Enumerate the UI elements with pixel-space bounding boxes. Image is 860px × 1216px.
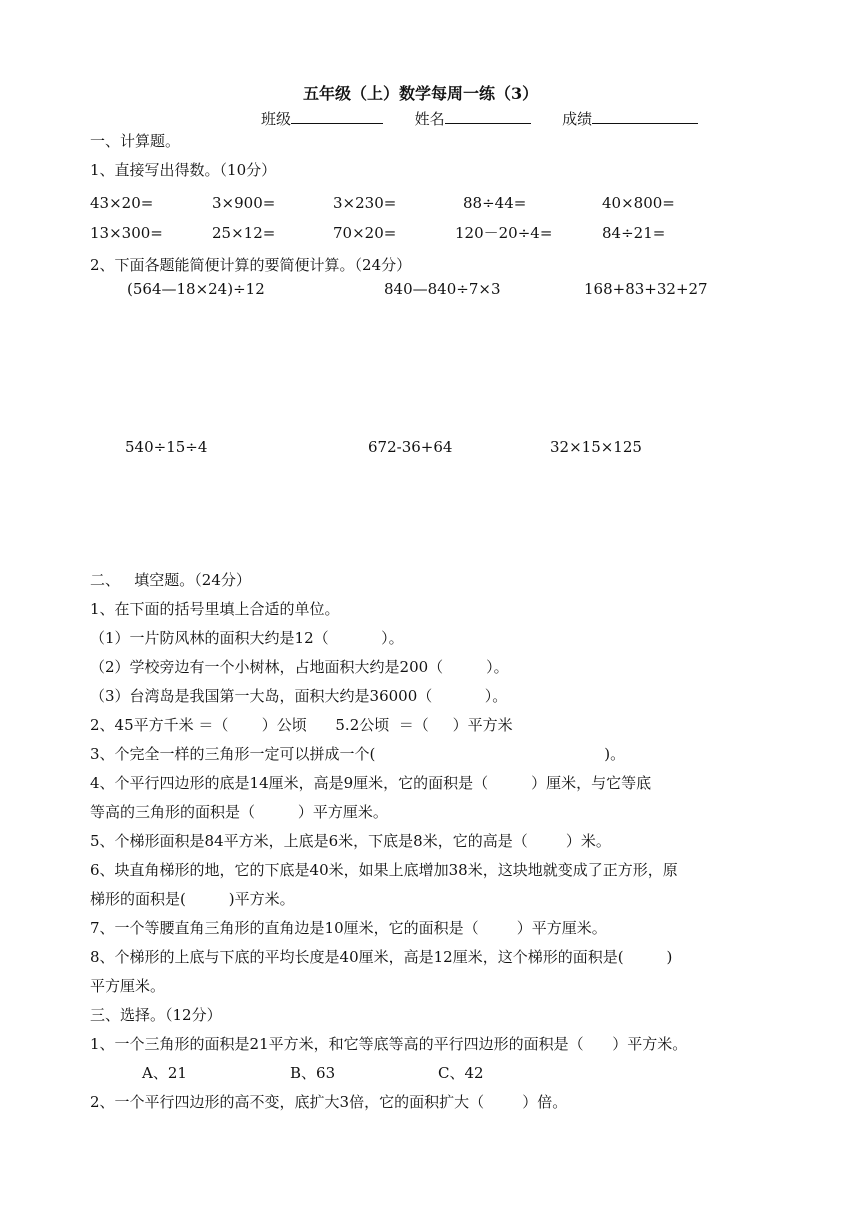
s2-q6-line2: 梯形的面积是( )平方米。 <box>90 890 295 908</box>
calc-item: 3×230= <box>333 194 397 212</box>
calc-item: 43×20= <box>90 194 154 212</box>
calc-item: 88÷44= <box>463 194 527 212</box>
s1-q1-title: 1、直接写出得数。（10分） <box>90 161 277 179</box>
calc-item: 84÷21= <box>602 224 666 242</box>
s3-q1: 1、一个三角形的面积是21平方米，和它等底等高的平行四边形的面积是（ ）平方米。 <box>90 1035 688 1053</box>
s2-q4-line1: 4、个平行四边形的底是14厘米，高是9厘米，它的面积是（ ）厘米，与它等底 <box>90 774 652 792</box>
choice-option-a[interactable]: A、21 <box>142 1064 187 1082</box>
s2-q3: 3、个完全一样的三角形一定可以拼成一个( )。 <box>90 745 626 763</box>
s3-q2: 2、一个平行四边形的高不变，底扩大3倍，它的面积扩大（ ）倍。 <box>90 1093 568 1111</box>
choice-option-b[interactable]: B、63 <box>290 1064 336 1082</box>
class-label: 班级 <box>261 110 292 128</box>
calc-item: 3×900= <box>212 194 276 212</box>
name-blank[interactable] <box>445 107 531 124</box>
choice-option-c[interactable]: C、42 <box>438 1064 484 1082</box>
s2-q6-line1: 6、块直角梯形的地，它的下底是40米，如果上底增加38米，这块地就变成了正方形，原 <box>90 861 678 879</box>
simplify-item: 840—840÷7×3 <box>384 280 501 298</box>
simplify-item: 540÷15÷4 <box>125 438 208 456</box>
s2-q1: 1、在下面的括号里填上合适的单位。 <box>90 600 340 618</box>
score-label: 成绩 <box>562 110 593 128</box>
section3-heading: 三、选择。（12分） <box>90 1006 222 1024</box>
simplify-item: 168+83+32+27 <box>584 280 708 298</box>
simplify-item: 32×15×125 <box>550 438 642 456</box>
calc-item: 25×12= <box>212 224 276 242</box>
simplify-item: (564—18×24)÷12 <box>127 280 265 298</box>
s2-q7: 7、一个等腰直角三角形的直角边是10厘米，它的面积是（ ）平方厘米。 <box>90 919 607 937</box>
s2-q8-line2: 平方厘米。 <box>90 977 166 995</box>
s2-q2: 2、45平方千米 ＝（ ）公顷 5.2公顷 ＝（ ）平方米 <box>90 716 513 734</box>
s2-q4-line2: 等高的三角形的面积是（ ）平方厘米。 <box>90 803 388 821</box>
s2-q5: 5、个梯形面积是84平方米，上底是6米，下底是8米，它的高是（ ）米。 <box>90 832 611 850</box>
s2-q1-item: （3）台湾岛是我国第一大岛，面积大约是36000（ ）。 <box>90 687 508 705</box>
s2-q1-item: （1）一片防风林的面积大约是12（ ）。 <box>90 629 404 647</box>
calc-item: 13×300= <box>90 224 163 242</box>
s2-q8-line1: 8、个梯形的上底与下底的平均长度是40厘米，高是12厘米，这个梯形的面积是( ) <box>90 948 673 966</box>
calc-item: 120－20÷4= <box>455 224 553 242</box>
calc-item: 70×20= <box>333 224 397 242</box>
s2-q1-item: （2）学校旁边有一个小树林，占地面积大约是200（ ）。 <box>90 658 509 676</box>
score-blank[interactable] <box>592 107 698 124</box>
section1-heading: 一、计算题。 <box>90 132 181 150</box>
worksheet-title: 五年级（上）数学每周一练（3） <box>303 84 539 103</box>
calc-item: 40×800= <box>602 194 675 212</box>
simplify-item: 672-36+64 <box>368 438 453 456</box>
class-blank[interactable] <box>291 107 383 124</box>
student-info-row <box>261 107 698 129</box>
name-label: 姓名 <box>414 110 445 128</box>
s1-q2-title: 2、下面各题能简便计算的要简便计算。（24分） <box>90 256 412 274</box>
section2-heading: 二、 填空题。（24分） <box>90 571 251 589</box>
